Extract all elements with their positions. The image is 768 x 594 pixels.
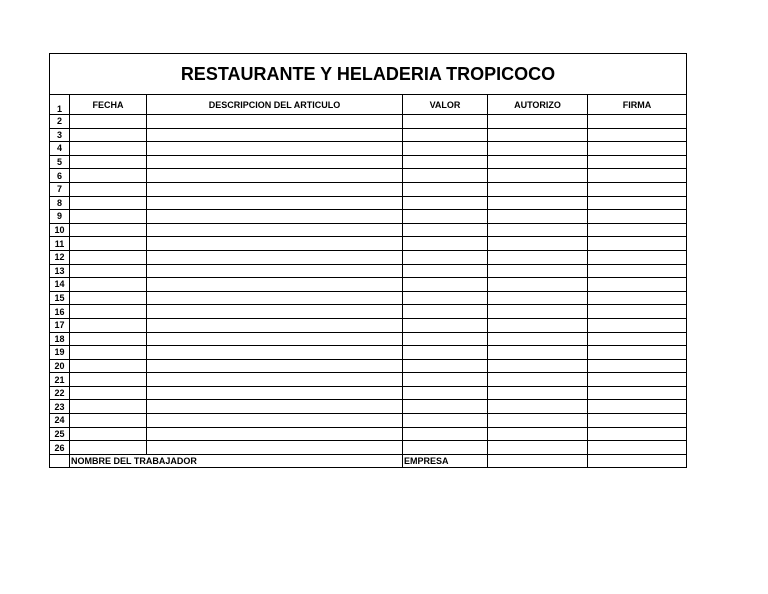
firma-cell[interactable] bbox=[588, 427, 687, 441]
table-row bbox=[50, 128, 687, 142]
firma-cell[interactable] bbox=[588, 223, 687, 237]
table-row bbox=[50, 386, 687, 400]
table-row bbox=[50, 332, 687, 346]
autorizo-cell[interactable] bbox=[488, 427, 588, 441]
row-number: 25 bbox=[50, 427, 70, 441]
worker-name-label: NOMBRE DEL TRABAJADOR bbox=[70, 454, 403, 468]
autorizo-cell[interactable] bbox=[488, 386, 588, 400]
valor-cell[interactable] bbox=[403, 318, 488, 332]
descripcion-cell[interactable] bbox=[147, 169, 403, 183]
descripcion-cell[interactable] bbox=[147, 155, 403, 169]
autorizo-footer-cell[interactable] bbox=[488, 454, 588, 468]
descripcion-header: DESCRIPCION DEL ARTICULO bbox=[147, 95, 403, 115]
row-number: 4 bbox=[50, 142, 70, 156]
valor-header: VALOR bbox=[403, 95, 488, 115]
fecha-cell[interactable] bbox=[70, 346, 147, 360]
autorizo-cell[interactable] bbox=[488, 196, 588, 210]
row-number: 18 bbox=[50, 332, 70, 346]
firma-cell[interactable] bbox=[588, 210, 687, 224]
row-number: 7 bbox=[50, 182, 70, 196]
fecha-cell[interactable] bbox=[70, 142, 147, 156]
table-row bbox=[50, 264, 687, 278]
expense-form-table bbox=[49, 53, 687, 468]
row-number: 17 bbox=[50, 318, 70, 332]
valor-cell[interactable] bbox=[403, 359, 488, 373]
fecha-cell[interactable] bbox=[70, 400, 147, 414]
valor-cell[interactable] bbox=[403, 346, 488, 360]
fecha-cell[interactable] bbox=[70, 223, 147, 237]
valor-cell[interactable] bbox=[403, 400, 488, 414]
valor-cell[interactable] bbox=[403, 182, 488, 196]
fecha-cell[interactable] bbox=[70, 264, 147, 278]
fecha-cell[interactable] bbox=[70, 305, 147, 319]
table-row bbox=[50, 278, 687, 292]
firma-cell[interactable] bbox=[588, 359, 687, 373]
fecha-cell[interactable] bbox=[70, 115, 147, 129]
valor-cell[interactable] bbox=[403, 115, 488, 129]
row-number: 10 bbox=[50, 223, 70, 237]
fecha-cell[interactable] bbox=[70, 250, 147, 264]
descripcion-cell[interactable] bbox=[147, 142, 403, 156]
autorizo-cell[interactable] bbox=[488, 169, 588, 183]
valor-cell[interactable] bbox=[403, 305, 488, 319]
autorizo-cell[interactable] bbox=[488, 155, 588, 169]
table-row bbox=[50, 441, 687, 455]
fecha-cell[interactable] bbox=[70, 169, 147, 183]
descripcion-cell[interactable] bbox=[147, 386, 403, 400]
firma-cell[interactable] bbox=[588, 291, 687, 305]
valor-cell[interactable] bbox=[403, 427, 488, 441]
valor-cell[interactable] bbox=[403, 142, 488, 156]
descripcion-cell[interactable] bbox=[147, 332, 403, 346]
valor-cell[interactable] bbox=[403, 386, 488, 400]
fecha-cell[interactable] bbox=[70, 441, 147, 455]
fecha-cell[interactable] bbox=[70, 237, 147, 251]
footer-row bbox=[50, 454, 687, 468]
row-number: 6 bbox=[50, 169, 70, 183]
descripcion-cell[interactable] bbox=[147, 318, 403, 332]
firma-cell[interactable] bbox=[588, 332, 687, 346]
firma-cell[interactable] bbox=[588, 115, 687, 129]
autorizo-cell[interactable] bbox=[488, 332, 588, 346]
fecha-cell[interactable] bbox=[70, 332, 147, 346]
header-row bbox=[50, 95, 687, 115]
descripcion-cell[interactable] bbox=[147, 115, 403, 129]
firma-cell[interactable] bbox=[588, 237, 687, 251]
firma-cell[interactable] bbox=[588, 128, 687, 142]
firma-cell[interactable] bbox=[588, 305, 687, 319]
fecha-cell[interactable] bbox=[70, 278, 147, 292]
autorizo-cell[interactable] bbox=[488, 441, 588, 455]
table-row bbox=[50, 359, 687, 373]
firma-cell[interactable] bbox=[588, 142, 687, 156]
autorizo-cell[interactable] bbox=[488, 291, 588, 305]
valor-cell[interactable] bbox=[403, 196, 488, 210]
table-row bbox=[50, 318, 687, 332]
row-number: 26 bbox=[50, 441, 70, 455]
autorizo-cell[interactable] bbox=[488, 278, 588, 292]
descripcion-cell[interactable] bbox=[147, 128, 403, 142]
firma-cell[interactable] bbox=[588, 264, 687, 278]
autorizo-cell[interactable] bbox=[488, 318, 588, 332]
table-row bbox=[50, 291, 687, 305]
autorizo-cell[interactable] bbox=[488, 115, 588, 129]
valor-cell[interactable] bbox=[403, 373, 488, 387]
firma-cell[interactable] bbox=[588, 373, 687, 387]
row-number: 9 bbox=[50, 210, 70, 224]
firma-cell[interactable] bbox=[588, 278, 687, 292]
firma-footer-cell[interactable] bbox=[588, 454, 687, 468]
descripcion-cell[interactable] bbox=[147, 182, 403, 196]
fecha-cell[interactable] bbox=[70, 128, 147, 142]
descripcion-cell[interactable] bbox=[147, 196, 403, 210]
firma-cell[interactable] bbox=[588, 441, 687, 455]
valor-cell[interactable] bbox=[403, 155, 488, 169]
firma-cell[interactable] bbox=[588, 169, 687, 183]
table-row bbox=[50, 196, 687, 210]
descripcion-cell[interactable] bbox=[147, 278, 403, 292]
valor-cell[interactable] bbox=[403, 414, 488, 428]
valor-cell[interactable] bbox=[403, 441, 488, 455]
descripcion-cell[interactable] bbox=[147, 346, 403, 360]
descripcion-cell[interactable] bbox=[147, 264, 403, 278]
descripcion-cell[interactable] bbox=[147, 210, 403, 224]
firma-cell[interactable] bbox=[588, 414, 687, 428]
firma-cell[interactable] bbox=[588, 346, 687, 360]
row-number: 19 bbox=[50, 346, 70, 360]
row-number: 15 bbox=[50, 291, 70, 305]
descripcion-cell[interactable] bbox=[147, 373, 403, 387]
table-row bbox=[50, 155, 687, 169]
valor-cell[interactable] bbox=[403, 278, 488, 292]
table-row bbox=[50, 169, 687, 183]
fecha-cell[interactable] bbox=[70, 386, 147, 400]
autorizo-cell[interactable] bbox=[488, 142, 588, 156]
valor-cell[interactable] bbox=[403, 223, 488, 237]
autorizo-cell[interactable] bbox=[488, 210, 588, 224]
firma-header: FIRMA bbox=[588, 95, 687, 115]
row-number: 24 bbox=[50, 414, 70, 428]
firma-cell[interactable] bbox=[588, 386, 687, 400]
descripcion-cell[interactable] bbox=[147, 359, 403, 373]
descripcion-cell[interactable] bbox=[147, 305, 403, 319]
row-number: 8 bbox=[50, 196, 70, 210]
autorizo-cell[interactable] bbox=[488, 182, 588, 196]
valor-cell[interactable] bbox=[403, 291, 488, 305]
table-row bbox=[50, 414, 687, 428]
fecha-cell[interactable] bbox=[70, 196, 147, 210]
fecha-cell[interactable] bbox=[70, 373, 147, 387]
fecha-cell[interactable] bbox=[70, 182, 147, 196]
autorizo-cell[interactable] bbox=[488, 223, 588, 237]
firma-cell[interactable] bbox=[588, 155, 687, 169]
row-number: 1 bbox=[50, 95, 70, 115]
autorizo-cell[interactable] bbox=[488, 400, 588, 414]
fecha-cell[interactable] bbox=[70, 318, 147, 332]
autorizo-cell[interactable] bbox=[488, 250, 588, 264]
table-row bbox=[50, 400, 687, 414]
autorizo-header: AUTORIZO bbox=[488, 95, 588, 115]
descripcion-cell[interactable] bbox=[147, 400, 403, 414]
valor-cell[interactable] bbox=[403, 264, 488, 278]
table-row bbox=[50, 182, 687, 196]
row-number: 13 bbox=[50, 264, 70, 278]
table-row bbox=[50, 115, 687, 129]
descripcion-cell[interactable] bbox=[147, 250, 403, 264]
title-row bbox=[50, 54, 687, 95]
valor-cell[interactable] bbox=[403, 128, 488, 142]
autorizo-cell[interactable] bbox=[488, 305, 588, 319]
valor-cell[interactable] bbox=[403, 250, 488, 264]
row-number: 22 bbox=[50, 386, 70, 400]
row-number: 21 bbox=[50, 373, 70, 387]
table-row bbox=[50, 373, 687, 387]
table-row bbox=[50, 346, 687, 360]
descripcion-cell[interactable] bbox=[147, 441, 403, 455]
table-row bbox=[50, 305, 687, 319]
row-number: 5 bbox=[50, 155, 70, 169]
firma-cell[interactable] bbox=[588, 400, 687, 414]
table-row bbox=[50, 223, 687, 237]
fecha-cell[interactable] bbox=[70, 210, 147, 224]
descripcion-cell[interactable] bbox=[147, 237, 403, 251]
autorizo-cell[interactable] bbox=[488, 373, 588, 387]
company-label: EMPRESA bbox=[403, 454, 488, 468]
autorizo-cell[interactable] bbox=[488, 359, 588, 373]
firma-cell[interactable] bbox=[588, 196, 687, 210]
fecha-cell[interactable] bbox=[70, 414, 147, 428]
form-title: RESTAURANTE Y HELADERIA TROPICOCO bbox=[50, 54, 687, 95]
row-number: 3 bbox=[50, 128, 70, 142]
autorizo-cell[interactable] bbox=[488, 346, 588, 360]
row-number: 23 bbox=[50, 400, 70, 414]
table-row bbox=[50, 237, 687, 251]
autorizo-cell[interactable] bbox=[488, 237, 588, 251]
fecha-cell[interactable] bbox=[70, 427, 147, 441]
descripcion-cell[interactable] bbox=[147, 223, 403, 237]
firma-cell[interactable] bbox=[588, 318, 687, 332]
valor-cell[interactable] bbox=[403, 237, 488, 251]
valor-cell[interactable] bbox=[403, 210, 488, 224]
autorizo-cell[interactable] bbox=[488, 264, 588, 278]
row-number: 2 bbox=[50, 115, 70, 129]
valor-cell[interactable] bbox=[403, 332, 488, 346]
row-number: 12 bbox=[50, 250, 70, 264]
fecha-cell[interactable] bbox=[70, 291, 147, 305]
table-row bbox=[50, 427, 687, 441]
autorizo-cell[interactable] bbox=[488, 414, 588, 428]
valor-cell[interactable] bbox=[403, 169, 488, 183]
fecha-header: FECHA bbox=[70, 95, 147, 115]
fecha-cell[interactable] bbox=[70, 155, 147, 169]
row-number: 11 bbox=[50, 237, 70, 251]
table-row bbox=[50, 250, 687, 264]
descripcion-cell[interactable] bbox=[147, 291, 403, 305]
table-row bbox=[50, 142, 687, 156]
fecha-cell[interactable] bbox=[70, 359, 147, 373]
row-number: 14 bbox=[50, 278, 70, 292]
table-row bbox=[50, 210, 687, 224]
firma-cell[interactable] bbox=[588, 250, 687, 264]
descripcion-cell[interactable] bbox=[147, 414, 403, 428]
row-number: 16 bbox=[50, 305, 70, 319]
firma-cell[interactable] bbox=[588, 182, 687, 196]
footer-blank-cell bbox=[50, 454, 70, 468]
descripcion-cell[interactable] bbox=[147, 427, 403, 441]
autorizo-cell[interactable] bbox=[488, 128, 588, 142]
row-number: 20 bbox=[50, 359, 70, 373]
